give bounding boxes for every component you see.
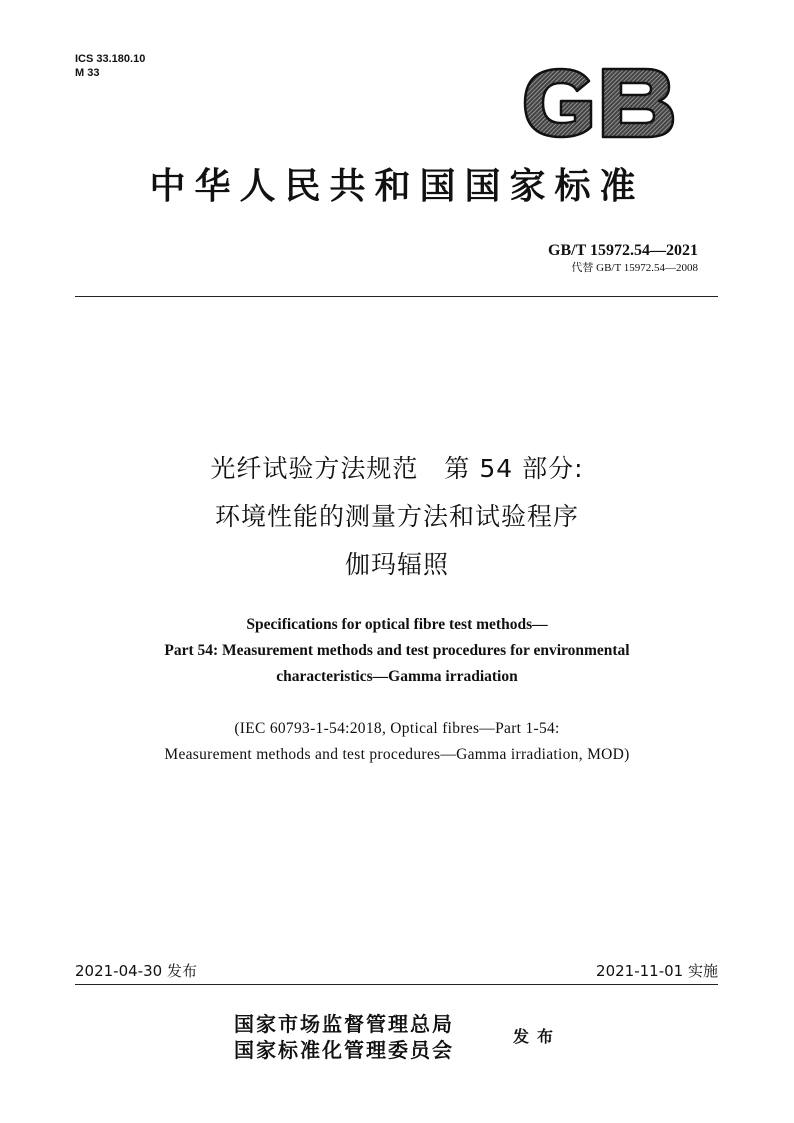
top-divider xyxy=(75,296,718,297)
issue-action: 发布 xyxy=(513,1027,562,1046)
issuer-samr: 国家市场监督管理总局 xyxy=(234,1012,454,1036)
iec-reference-line-2: Measurement methods and test procedures—Gamma irradiation, MOD) xyxy=(164,746,630,763)
chinese-title-line-3: 伽玛辐照 xyxy=(344,550,449,579)
iec-reference xyxy=(60,716,734,768)
chinese-title-line-1: 光纤试验方法规范 第 54 部分: xyxy=(210,454,584,483)
chinese-title-line-2: 环境性能的测量方法和试验程序 xyxy=(214,502,579,531)
issue-date: 2021-04-30 发布 xyxy=(75,962,197,980)
issuer-sac: 国家标准化管理委员会 xyxy=(234,1038,454,1062)
standard-number: GB/T 15972.54—2021 xyxy=(548,242,698,259)
iec-reference-line-1: (IEC 60793-1-54:2018, Optical fibres—Part 1-54: xyxy=(234,720,560,737)
ccs-code: M 33 xyxy=(75,67,100,79)
english-title-line-1: Specifications for optical fibre test methods— xyxy=(246,616,548,633)
gb-logo xyxy=(519,63,677,143)
implementation-date: 2021-11-01 实施 xyxy=(596,962,718,980)
replaced-standard: 代替 GB/T 15972.54—2008 xyxy=(571,262,698,274)
standard-code xyxy=(548,241,698,275)
chinese-title xyxy=(60,445,734,589)
national-standard-title: 中华人民共和国国家标准 xyxy=(149,165,645,207)
bottom-divider xyxy=(75,984,718,985)
issuing-authorities xyxy=(234,1011,454,1063)
gb-logo-icon xyxy=(519,63,677,143)
classification-codes xyxy=(75,52,145,80)
english-title xyxy=(60,612,734,690)
english-title-line-2: Part 54: Measurement methods and test procedures for environmental xyxy=(164,642,630,659)
ics-code: ICS 33.180.10 xyxy=(75,53,146,65)
english-title-line-3: characteristics—Gamma irradiation xyxy=(276,668,518,685)
